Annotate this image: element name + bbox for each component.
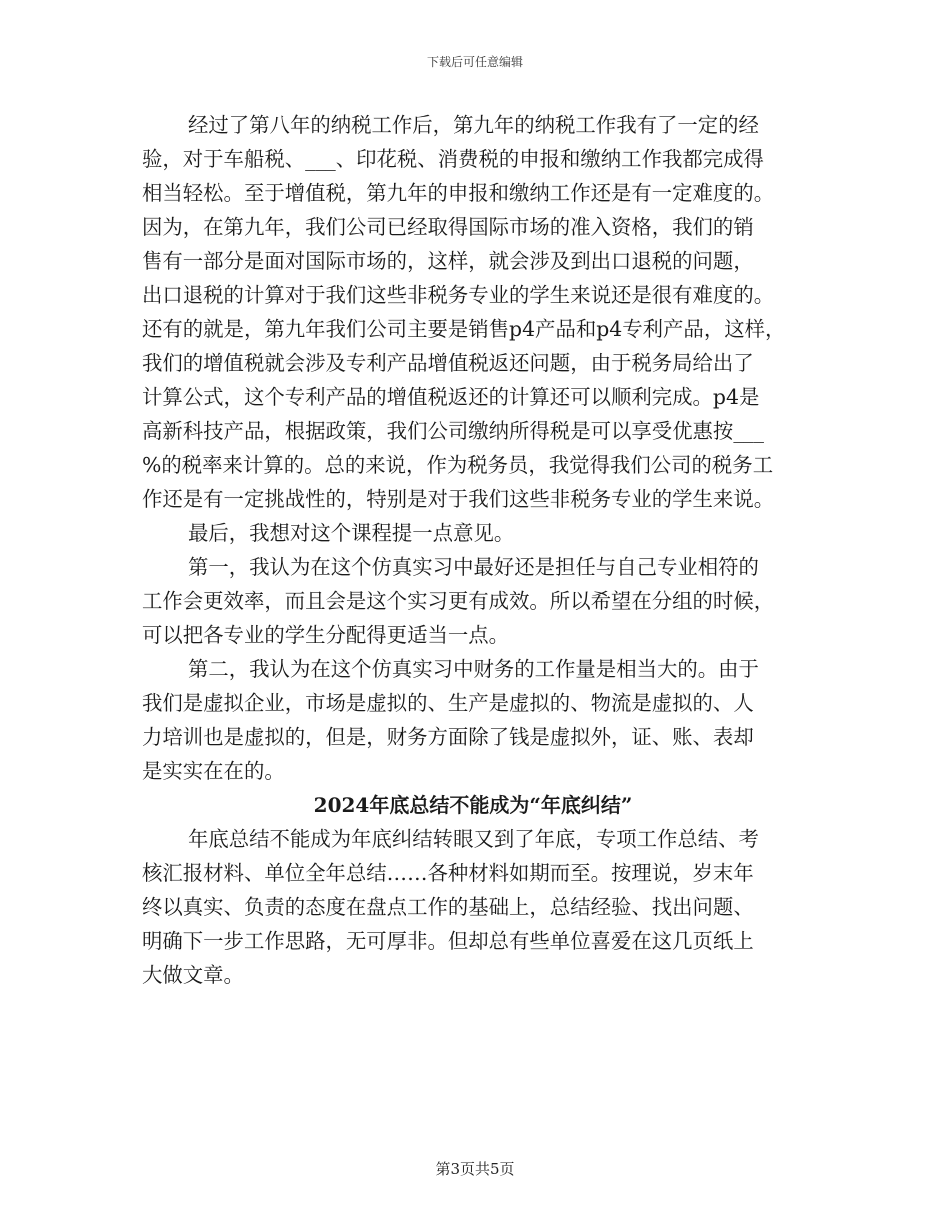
header-note: 下载后可任意编辑 bbox=[426, 55, 523, 69]
text-line: 第二，我认为在这个仿真实习中财务的工作量是相当大的。由于 bbox=[188, 657, 759, 681]
body-text bbox=[142, 108, 804, 992]
text-line: %的税率来计算的。总的来说，作为税务员，我觉得我们公司的税务工 bbox=[142, 453, 774, 477]
text-line: 核汇报材料、单位全年总结……各种材料如期而至。按理说，岁末年 bbox=[142, 861, 754, 885]
paragraph-block-internship bbox=[142, 108, 804, 788]
text-line: 高新科技产品，根据政策，我们公司缴纳所得税是可以享受优惠按___ bbox=[142, 419, 764, 443]
text-line: 经过了第八年的纳税工作后，第九年的纳税工作我有了一定的经 bbox=[188, 113, 759, 137]
text-line: 年底总结不能成为年底纠结转眼又到了年底，专项工作总结、考 bbox=[188, 827, 759, 851]
text-line: 最后，我想对这个课程提一点意见。 bbox=[188, 521, 515, 545]
text-line: 验，对于车船税、___、印花税、消费税的申报和缴纳工作我都完成得 bbox=[142, 147, 764, 171]
page-number: 第3页共5页 bbox=[435, 1160, 515, 1178]
text-line: 作还是有一定挑战性的，特别是对于我们这些非税务专业的学生来说。 bbox=[142, 487, 775, 511]
text-line: 相当轻松。至于增值税，第九年的申报和缴纳工作还是有一定难度的。 bbox=[142, 181, 775, 205]
text-line: 还有的就是，第九年我们公司主要是销售p4产品和p4专利产品，这样， bbox=[142, 317, 786, 341]
section-title: 2024年底总结不能成为“年底纠结” bbox=[313, 793, 633, 817]
text-line: 力培训也是虚拟的，但是，财务方面除了钱是虚拟外，证、账、表却 bbox=[142, 725, 754, 749]
text-line: 大做文章。 bbox=[142, 963, 244, 987]
text-line: 明确下一步工作思路，无可厚非。但却总有些单位喜爱在这几页纸上 bbox=[142, 929, 754, 953]
text-line: 因为，在第九年，我们公司已经取得国际市场的准入资格，我们的销 bbox=[142, 215, 754, 239]
text-line: 计算公式，这个专利产品的增值税返还的计算还可以顺利完成。p4是 bbox=[142, 385, 760, 409]
text-line: 是实实在在的。 bbox=[142, 759, 285, 783]
text-line: 工作会更效率，而且会是这个实习更有成效。所以希望在分组的时候， bbox=[142, 589, 775, 613]
text-line: 第一，我认为在这个仿真实习中最好还是担任与自己专业相符的 bbox=[188, 555, 759, 579]
text-line: 终以真实、负责的态度在盘点工作的基础上，总结经验、找出问题、 bbox=[142, 895, 754, 919]
text-line: 我们的增值税就会涉及专利产品增值税返还问题，由于税务局给出了 bbox=[142, 351, 754, 375]
paragraph-block-summary bbox=[142, 822, 804, 992]
text-line: 售有一部分是面对国际市场的，这样，就会涉及到出口退税的问题， bbox=[142, 249, 754, 273]
text-line: 可以把各专业的学生分配得更适当一点。 bbox=[142, 623, 510, 647]
text-line: 我们是虚拟企业，市场是虚拟的、生产是虚拟的、物流是虚拟的、人 bbox=[142, 691, 754, 715]
text-line: 出口退税的计算对于我们这些非税务专业的学生来说还是很有难度的。 bbox=[142, 283, 775, 307]
